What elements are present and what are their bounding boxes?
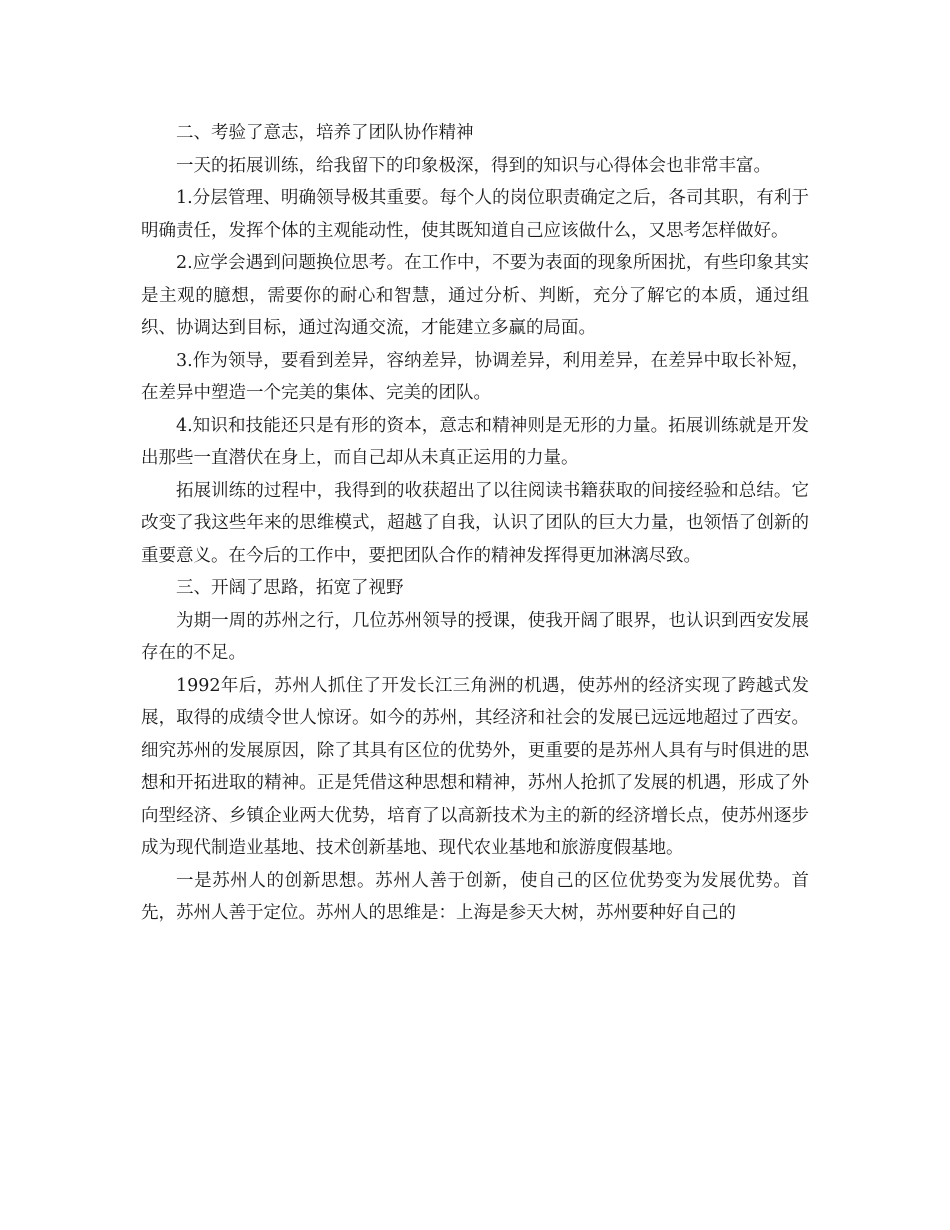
document-body xyxy=(141,117,809,930)
paragraph-point-4: 4.知识和技能还只是有形的资本，意志和精神则是无形的力量。拓展训练就是开发出那些一直潜伏在身上，而自己却从未真正运用的力量。 xyxy=(141,415,809,468)
section-heading-3: 三、开阔了思路，拓宽了视野 xyxy=(176,578,404,598)
section-heading-2: 二、考验了意志，培养了团队协作精神 xyxy=(176,123,474,143)
paragraph-intro: 一天的拓展训练，给我留下的印象极深，得到的知识与心得体会也非常丰富。 xyxy=(176,155,771,176)
paragraph-summary: 拓展训练的过程中，我得到的收获超出了以往阅读书籍获取的间接经验和总结。它改变了我这些年来的思维模式，超越了自我，认识了团队的巨大力量，也领悟了创新的重要意义。在今后的工作中，要把团队合作的精神发挥得更加淋漓尽致。 xyxy=(141,480,809,566)
paragraph-point-3: 3.作为领导，要看到差异，容纳差异，协调差异，利用差异，在差异中取长补短，在差异中塑造一个完美的集体、完美的团队。 xyxy=(141,350,809,403)
paragraph-suzhou-development: 1992年后，苏州人抓住了开发长江三角洲的机遇，使苏州的经济实现了跨越式发展，取得的成绩令世人惊讶。如今的苏州，其经济和社会的发展已远远地超过了西安。细究苏州的发展原因，除了其具有区位的优势外，更重要的是苏州人具有与时俱进的思想和开拓进取的精神。正是凭借这种思想和精神，苏州人抢抓了发展的机遇，形成了外向型经济、乡镇企业两大优势，培育了以高新技术为主的新的经济增长点，使苏州逐步成为现代制造业基地、技术创新基地、现代农业基地和旅游度假基地。 xyxy=(141,675,809,858)
paragraph-point-1: 1.分层管理、明确领导极其重要。每个人的岗位职责确定之后，各司其职，有利于明确责任，发挥个体的主观能动性，使其既知道自己应该做什么，又思考怎样做好。 xyxy=(141,188,809,241)
paragraph-suzhou-trip: 为期一周的苏州之行，几位苏州领导的授课，使我开阔了眼界，也认识到西安发展存在的不足。 xyxy=(141,610,809,663)
paragraph-point-2: 2.应学会遇到问题换位思考。在工作中，不要为表面的现象所困扰，有些印象其实是主观的臆想，需要你的耐心和智慧，通过分析、判断，充分了解它的本质，通过组织、协调达到目标，通过沟通交流，才能建立多赢的局面。 xyxy=(141,253,809,338)
paragraph-innovation: 一是苏州人的创新思想。苏州人善于创新，使自己的区位优势变为发展优势。首先，苏州人善于定位。苏州人的思维是：上海是参天大树，苏州要种好自己的 xyxy=(141,870,809,923)
